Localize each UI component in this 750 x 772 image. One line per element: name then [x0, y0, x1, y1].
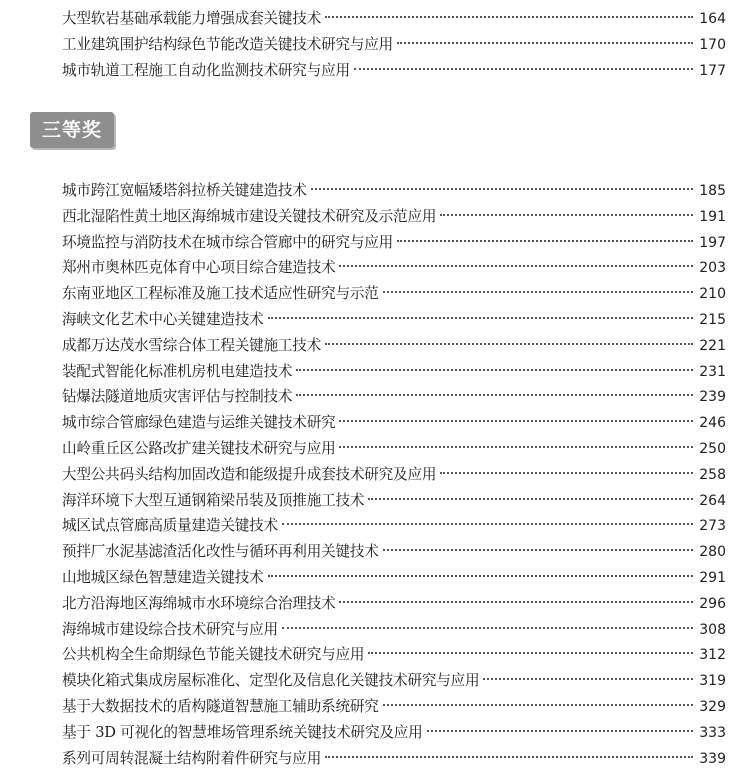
entry-page-number: 296: [699, 595, 726, 612]
entry-page-number: 250: [699, 440, 726, 457]
dot-leader: [268, 317, 694, 319]
dot-leader: [311, 188, 694, 190]
dot-leader: [296, 369, 693, 371]
entry-page-number: 258: [699, 466, 726, 483]
entry-title: 海洋环境下大型互通钢箱梁吊装及顶推施工技术: [62, 491, 365, 509]
dot-leader: [339, 601, 693, 603]
dot-leader: [383, 291, 694, 293]
dot-leader: [368, 498, 693, 500]
entry-title: 城市综合管廊绿色建造与运维关键技术研究: [62, 414, 336, 432]
entry-page-number: 246: [699, 415, 726, 432]
toc-entry[interactable]: [62, 281, 726, 307]
entry-page-number: 221: [699, 337, 726, 354]
entry-title: 模块化箱式集成房屋标准化、定型化及信息化关键技术研究与应用: [62, 672, 480, 690]
toc-entry[interactable]: [62, 32, 726, 58]
toc-entry[interactable]: [62, 58, 726, 84]
entry-page-number: 185: [699, 183, 726, 199]
entry-title: 城市跨江宽幅矮塔斜拉桥关键建造技术: [62, 182, 307, 199]
dot-leader: [397, 240, 693, 242]
toc-entry[interactable]: [62, 6, 726, 32]
dot-leader: [483, 678, 693, 680]
dot-leader: [339, 265, 693, 267]
dot-leader: [354, 68, 693, 70]
entry-page-number: 191: [699, 208, 726, 225]
toc-entry[interactable]: [62, 642, 726, 668]
toc-main-list: [62, 178, 726, 771]
toc-entry[interactable]: [62, 591, 726, 617]
dot-leader: [282, 523, 693, 525]
toc-entry[interactable]: [62, 488, 726, 514]
entry-title: 东南亚地区工程标准及施工技术适应性研究与示范: [62, 285, 379, 303]
toc-entry[interactable]: [62, 565, 726, 591]
entry-page-number: 239: [699, 389, 726, 406]
entry-page-number: 231: [699, 363, 726, 380]
toc-entry[interactable]: [62, 410, 726, 436]
toc-entry[interactable]: [62, 333, 726, 359]
toc-entry[interactable]: [62, 617, 726, 643]
dot-leader: [383, 549, 694, 551]
entry-title: 城区试点管廊高质量建造关键技术: [62, 517, 278, 535]
entry-title: 工业建筑围护结构绿色节能改造关键技术研究与应用: [62, 36, 394, 53]
toc-entry[interactable]: [62, 359, 726, 385]
section-heading-badge: 三等奖: [30, 112, 114, 148]
entry-title: 海峡文化艺术中心关键建造技术: [62, 310, 264, 328]
entry-title: 西北湿陷性黄土地区海绵城市建设关键技术研究及示范应用: [62, 207, 437, 225]
toc-entry[interactable]: [62, 668, 726, 694]
entry-title: 预拌厂水泥基滤渣活化改性与循环再利用关键技术: [62, 543, 379, 561]
entry-page-number: 264: [699, 492, 726, 509]
entry-title: 公共机构全生命期绿色节能关键技术研究与应用: [62, 646, 365, 664]
entry-page-number: 339: [699, 750, 726, 767]
dot-leader: [383, 704, 694, 706]
entry-page-number: 203: [699, 260, 726, 277]
entry-page-number: 197: [699, 234, 726, 251]
entry-title: 郑州市奥林匹克体育中心项目综合建造技术: [62, 259, 336, 277]
entry-title: 大型公共码头结构加固改造和能级提升成套技术研究及应用: [62, 465, 437, 483]
entry-title: 城市轨道工程施工自动化监测技术研究与应用: [62, 62, 350, 79]
dot-leader: [325, 756, 693, 758]
entry-page-number: 215: [699, 311, 726, 328]
entry-title: 大型软岩基础承载能力增强成套关键技术: [62, 10, 322, 27]
toc-entry[interactable]: [62, 204, 726, 230]
toc-entry[interactable]: [62, 513, 726, 539]
entry-page-number: 177: [699, 63, 726, 79]
entry-page-number: 280: [699, 544, 726, 561]
toc-entry[interactable]: [62, 307, 726, 333]
entry-page-number: 164: [699, 11, 726, 27]
dot-leader: [325, 16, 693, 18]
dot-leader: [339, 420, 693, 422]
dot-leader: [282, 627, 693, 629]
entry-title: 系列可周转混凝土结构附着件研究与应用: [62, 749, 322, 767]
toc-entry[interactable]: [62, 178, 726, 204]
dot-leader: [268, 575, 694, 577]
dot-leader: [296, 394, 693, 396]
toc-entry[interactable]: [62, 255, 726, 281]
entry-page-number: 291: [699, 569, 726, 586]
entry-title: 环境监控与消防技术在城市综合管廊中的研究与应用: [62, 233, 394, 251]
toc-entry[interactable]: [62, 539, 726, 565]
dot-leader: [368, 652, 693, 654]
toc-entry[interactable]: [62, 384, 726, 410]
toc-entry[interactable]: [62, 462, 726, 488]
entry-title: 装配式智能化标准机房机电建造技术: [62, 362, 293, 380]
dot-leader: [440, 214, 693, 216]
entry-page-number: 273: [699, 518, 726, 535]
entry-page-number: 319: [699, 673, 726, 690]
entry-page-number: 170: [699, 37, 726, 53]
toc-entry[interactable]: [62, 720, 726, 746]
toc-entry[interactable]: [62, 746, 726, 772]
entry-title: 山岭重丘区公路改扩建关键技术研究与应用: [62, 439, 336, 457]
dot-leader: [440, 472, 693, 474]
dot-leader: [427, 730, 694, 732]
entry-page-number: 210: [699, 286, 726, 303]
toc-entry[interactable]: [62, 436, 726, 462]
toc-entry[interactable]: [62, 694, 726, 720]
toc-top-list: [62, 6, 726, 84]
entry-page-number: 308: [699, 621, 726, 638]
dot-leader: [397, 42, 693, 44]
entry-title: 钻爆法隧道地质灾害评估与控制技术: [62, 388, 293, 406]
dot-leader: [339, 446, 693, 448]
entry-title: 基于大数据技术的盾构隧道智慧施工辅助系统研究: [62, 697, 379, 715]
entry-page-number: 333: [699, 724, 726, 741]
entry-page-number: 329: [699, 698, 726, 715]
entry-title: 山地城区绿色智慧建造关键技术: [62, 568, 264, 586]
entry-title: 北方沿海地区海绵城市水环境综合治理技术: [62, 594, 336, 612]
entry-title: 海绵城市建设综合技术研究与应用: [62, 620, 278, 638]
entry-page-number: 312: [699, 647, 726, 664]
dot-leader: [325, 343, 693, 345]
toc-entry[interactable]: [62, 230, 726, 256]
entry-title: 成都万达茂水雪综合体工程关键施工技术: [62, 336, 322, 354]
entry-title: 基于 3D 可视化的智慧堆场管理系统关键技术研究及应用: [62, 723, 423, 741]
